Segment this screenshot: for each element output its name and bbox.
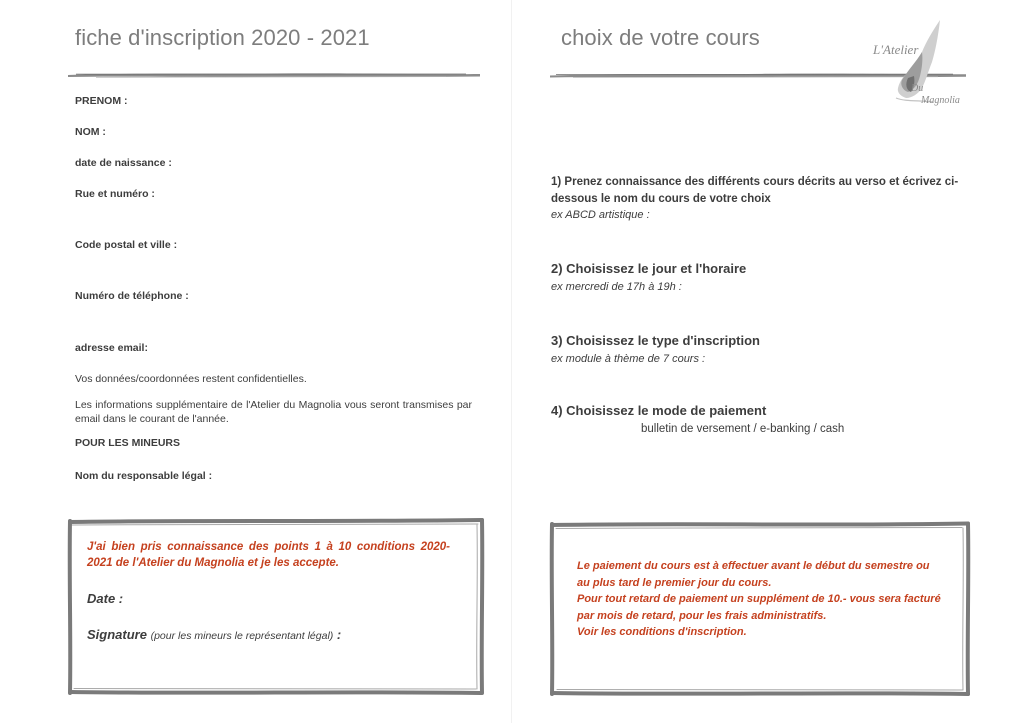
course-choice-title: choix de votre cours bbox=[561, 25, 760, 50]
step-1-title: 1) Prenez connaissance des différents cours décrits au verso et écrivez ci-dessous le nom du cours de votre choix bbox=[551, 176, 959, 205]
step-2-example[interactable]: ex mercredi de 17h à 19h : bbox=[551, 281, 682, 293]
signature-label: Signature bbox=[87, 627, 147, 642]
info-note: Les informations supplémentaire de l'Atelier du Magnolia vous seront transmises par email dans le courant de l'année. bbox=[75, 399, 472, 425]
logo-text-du: Du bbox=[911, 83, 924, 94]
step-3-title: 3) Choisissez le type d'inscription bbox=[551, 333, 760, 348]
registration-form-title: fiche d'inscription 2020 - 2021 bbox=[75, 25, 370, 50]
logo-text-atelier: L'Atelier bbox=[873, 42, 919, 57]
step-1-example[interactable]: ex ABCD artistique : bbox=[551, 209, 650, 221]
signature-field[interactable] bbox=[87, 627, 341, 642]
signature-guardian-note: (pour les mineurs le représentant légal) bbox=[150, 630, 334, 642]
consent-statement: J'ai bien pris connaissance des points 1 à 10 conditions 2020-2021 de l'Atelier du Magnolia et je les accepte. bbox=[87, 541, 450, 569]
field-phone-number[interactable]: Numéro de téléphone : bbox=[75, 290, 189, 302]
minors-section-heading: POUR LES MINEURS bbox=[75, 437, 181, 449]
payment-methods[interactable]: bulletin de versement / e-banking / cash bbox=[641, 423, 845, 435]
field-first-name[interactable]: PRENOM : bbox=[75, 95, 128, 107]
signature-colon: : bbox=[333, 627, 342, 642]
date-field[interactable]: Date : bbox=[87, 591, 124, 606]
field-email-address[interactable]: adresse email: bbox=[75, 342, 148, 354]
field-birth-date[interactable]: date de naissance : bbox=[75, 157, 172, 169]
field-last-name[interactable]: NOM : bbox=[75, 126, 106, 138]
field-legal-guardian[interactable]: Nom du responsable légal : bbox=[75, 470, 213, 482]
atelier-magnolia-logo bbox=[866, 18, 962, 108]
step-3-example[interactable]: ex module à thème de 7 cours : bbox=[551, 353, 706, 365]
step-2-title: 2) Choisissez le jour et l'horaire bbox=[551, 261, 747, 276]
step-4-title: 4) Choisissez le mode de paiement bbox=[551, 403, 767, 418]
payment-terms-note: Le paiement du cours est à effectuer avant le début du semestre ou au plus tard le premier jour du cours. Pour tout retard de paiement un supplément de 10.- vous sera facturé par mois de retard, pour les frais administratifs. Voir les conditions d'inscription. bbox=[577, 560, 941, 638]
title-brush-underline bbox=[66, 70, 482, 80]
field-street-number[interactable]: Rue et numéro : bbox=[75, 188, 155, 200]
field-postal-city[interactable]: Code postal et ville : bbox=[75, 239, 178, 251]
privacy-note: Vos données/coordonnées restent confidentielles. bbox=[75, 373, 307, 385]
logo-text-magnolia: Magnolia bbox=[921, 95, 960, 106]
